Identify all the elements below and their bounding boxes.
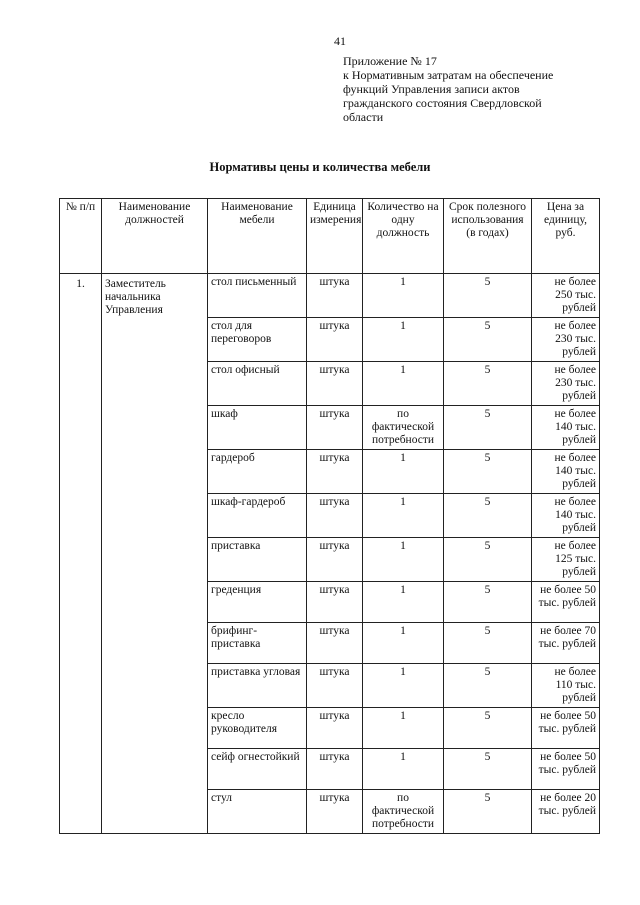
price-cell: не более 250 тыс. рублей [532,274,600,318]
price-cell: не более 230 тыс. рублей [532,318,600,362]
unit-cell: штука [307,790,363,834]
row-number-cell: 1. [60,274,102,834]
quantity-cell: 1 [363,708,444,749]
unit-cell: штука [307,318,363,362]
quantity-cell: 1 [363,362,444,406]
furniture-cell: брифинг-приставка [208,623,307,664]
appendix-line: функций Управления записи актов [343,82,520,96]
unit-cell: штука [307,582,363,623]
furniture-cell: шкаф [208,406,307,450]
quantity-cell: 1 [363,318,444,362]
useful-life-cell: 5 [444,318,532,362]
price-cell: не более 140 тыс. рублей [532,406,600,450]
useful-life-cell: 5 [444,664,532,708]
furniture-norms-table [59,198,600,834]
price-cell: не более 20 тыс. рублей [532,790,600,834]
furniture-cell: приставка [208,538,307,582]
furniture-cell: сейф огнестойкий [208,749,307,790]
furniture-cell: стол письменный [208,274,307,318]
appendix-line: гражданского состояния Свердловской [343,96,542,110]
quantity-cell: 1 [363,582,444,623]
header-position: Наименование должностей [102,199,208,274]
useful-life-cell: 5 [444,790,532,834]
useful-life-cell: 5 [444,582,532,623]
price-cell: не более 230 тыс. рублей [532,362,600,406]
quantity-cell: 1 [363,538,444,582]
price-cell: не более 50 тыс. рублей [532,708,600,749]
useful-life-cell: 5 [444,749,532,790]
price-cell: не более 110 тыс. рублей [532,664,600,708]
unit-cell: штука [307,362,363,406]
price-cell: не более 50 тыс. рублей [532,582,600,623]
useful-life-cell: 5 [444,450,532,494]
table-body [60,274,600,834]
unit-cell: штука [307,274,363,318]
header-quantity: Количество на одну должность [363,199,444,274]
page-number: 41 [334,34,346,48]
table-row [60,274,600,318]
price-cell: не более 140 тыс. рублей [532,450,600,494]
quantity-cell: 1 [363,494,444,538]
useful-life-cell: 5 [444,274,532,318]
quantity-cell: 1 [363,274,444,318]
appendix-block [343,54,583,124]
furniture-cell: стул [208,790,307,834]
unit-cell: штука [307,538,363,582]
price-cell: не более 140 тыс. рублей [532,494,600,538]
document-title: Нормативы цены и количества мебели [209,160,431,174]
unit-cell: штука [307,664,363,708]
unit-cell: штука [307,450,363,494]
unit-cell: штука [307,406,363,450]
furniture-cell: стол офисный [208,362,307,406]
quantity-cell: по фактической потребности [363,790,444,834]
position-cell: Заместитель начальника Управления [102,274,208,834]
furniture-cell: стол для переговоров [208,318,307,362]
table-header-row [60,199,600,274]
useful-life-cell: 5 [444,538,532,582]
unit-cell: штука [307,749,363,790]
unit-cell: штука [307,708,363,749]
useful-life-cell: 5 [444,623,532,664]
header-price: Цена за единицу, руб. [532,199,600,274]
furniture-cell: шкаф-гардероб [208,494,307,538]
useful-life-cell: 5 [444,708,532,749]
furniture-cell: приставка угловая [208,664,307,708]
unit-cell: штука [307,623,363,664]
price-cell: не более 50 тыс. рублей [532,749,600,790]
useful-life-cell: 5 [444,494,532,538]
appendix-line: к Нормативным затратам на обеспечение [343,68,554,82]
price-cell: не более 70 тыс. рублей [532,623,600,664]
quantity-cell: 1 [363,623,444,664]
header-number: № п/п [60,199,102,274]
header-furniture: Наименование мебели [208,199,307,274]
quantity-cell: 1 [363,664,444,708]
quantity-cell: 1 [363,749,444,790]
price-cell: не более 125 тыс. рублей [532,538,600,582]
useful-life-cell: 5 [444,362,532,406]
furniture-cell: кресло руководителя [208,708,307,749]
header-unit: Единица измерения [307,199,363,274]
quantity-cell: по фактической потребности [363,406,444,450]
unit-cell: штука [307,494,363,538]
furniture-cell: гардероб [208,450,307,494]
header-useful-life: Срок полезного использования (в годах) [444,199,532,274]
appendix-line: области [343,110,384,124]
furniture-cell: греденция [208,582,307,623]
useful-life-cell: 5 [444,406,532,450]
appendix-line: Приложение № 17 [343,54,437,68]
quantity-cell: 1 [363,450,444,494]
